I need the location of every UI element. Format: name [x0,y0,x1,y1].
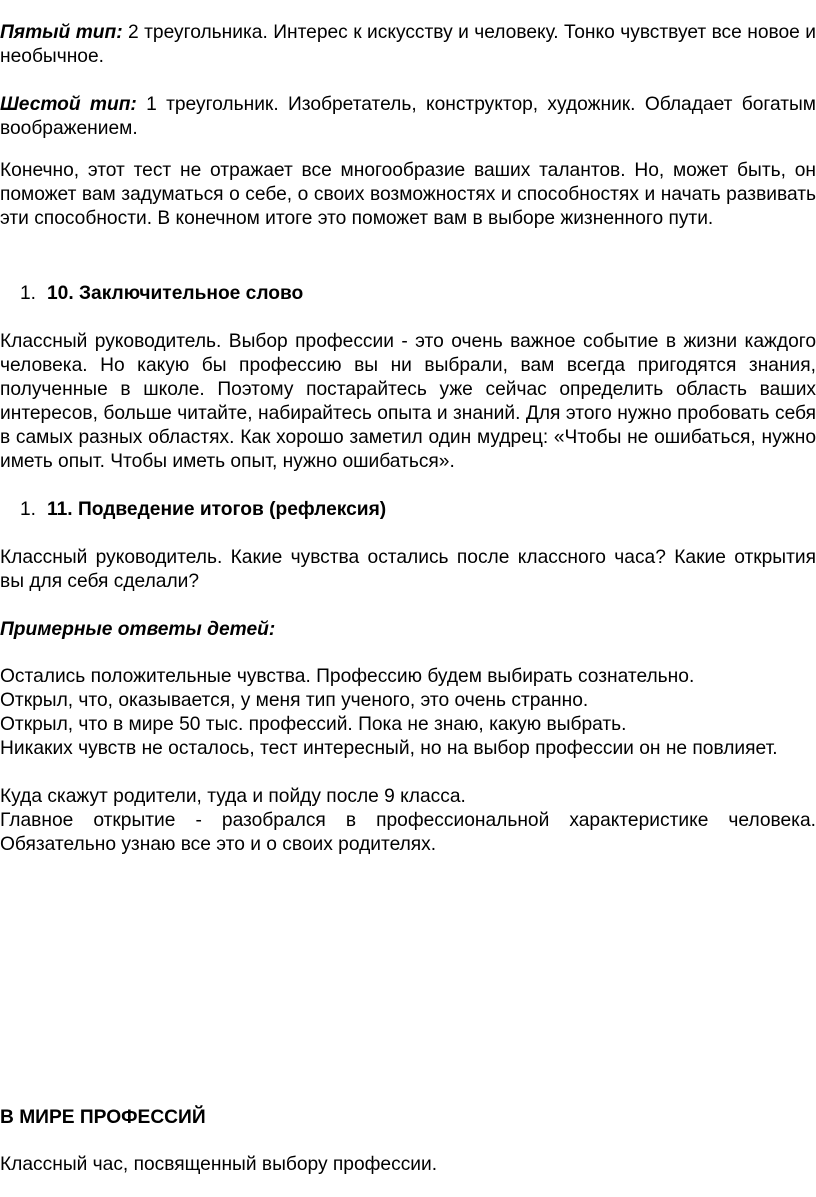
answer-item: Куда скажут родители, туда и пойду после 9 класса. [0,786,466,807]
section-11-text: Классный руководитель. Какие чувства остались после классного часа? Какие открытия вы для себя сделали? [0,547,816,592]
section-10-heading [20,282,303,306]
fifth-type-label: Пятый тип: [0,22,123,43]
fifth-type-paragraph [0,21,816,69]
answer-item: Никаких чувств не осталось, тест интересный, но на выбор профессии он не повлияет. [0,738,778,759]
answers-heading: Примерные ответы детей: [0,619,276,640]
section-10-text: Классный руководитель. Выбор профессии - это очень важное событие в жизни каждого человека. Но какую бы профессию вы ни выбрали, вам всегда пригодятся знания, полученные в школе. Поэтому постарайтесь уже сейчас определить область ваших интересов, больше читайте, набирайтесь опыта и знаний. Для этого нужно пробовать себя в самых разных областях. Как хорошо заметил один мудрец: «Чтобы не ошибаться, нужно иметь опыт. Чтобы иметь опыт, нужно ошибаться». [0,331,816,472]
section-11-heading [20,498,386,522]
test-conclusion-paragraph: Конечно, этот тест не отражает все многообразие ваших талантов. Но, может быть, он поможет вам задуматься о себе, о своих возможностях и способностях и начать развивать эти способности. В конечном итоге это поможет вам в выборе жизненного пути. [0,160,816,229]
section-11-number: 1. [20,499,37,520]
answer-item: Главное открытие - разобрался в профессиональной характеристике человека. Обязательно узнаю все это и о своих родителях. [0,810,816,855]
answer-item: Остались положительные чувства. Профессию будем выбирать сознательно. [0,666,695,687]
answer-item: Открыл, что, оказывается, у меня тип ученого, это очень странно. [0,690,589,711]
next-document-title: В МИРЕ ПРОФЕССИЙ [0,1107,206,1128]
section-10-number: 1. [20,283,37,304]
fifth-type-text: 2 треугольника. Интерес к искусству и человеку. Тонко чувствует все новое и необычное. [0,22,816,67]
next-document-subtitle: Классный час, посвященный выбору профессии. [0,1154,438,1175]
sixth-type-label: Шестой тип: [0,94,137,115]
section-11-title: 11. Подведение итогов (рефлексия) [47,499,387,520]
sixth-type-paragraph [0,93,816,141]
section-10-title: 10. Заключительное слово [47,283,304,304]
answer-item: Открыл, что в мире 50 тыс. профессий. Пока не знаю, какую выбрать. [0,714,627,735]
sixth-type-text: 1 треугольник. Изобретатель, конструктор, художник. Обладает богатым воображением. [0,94,816,139]
